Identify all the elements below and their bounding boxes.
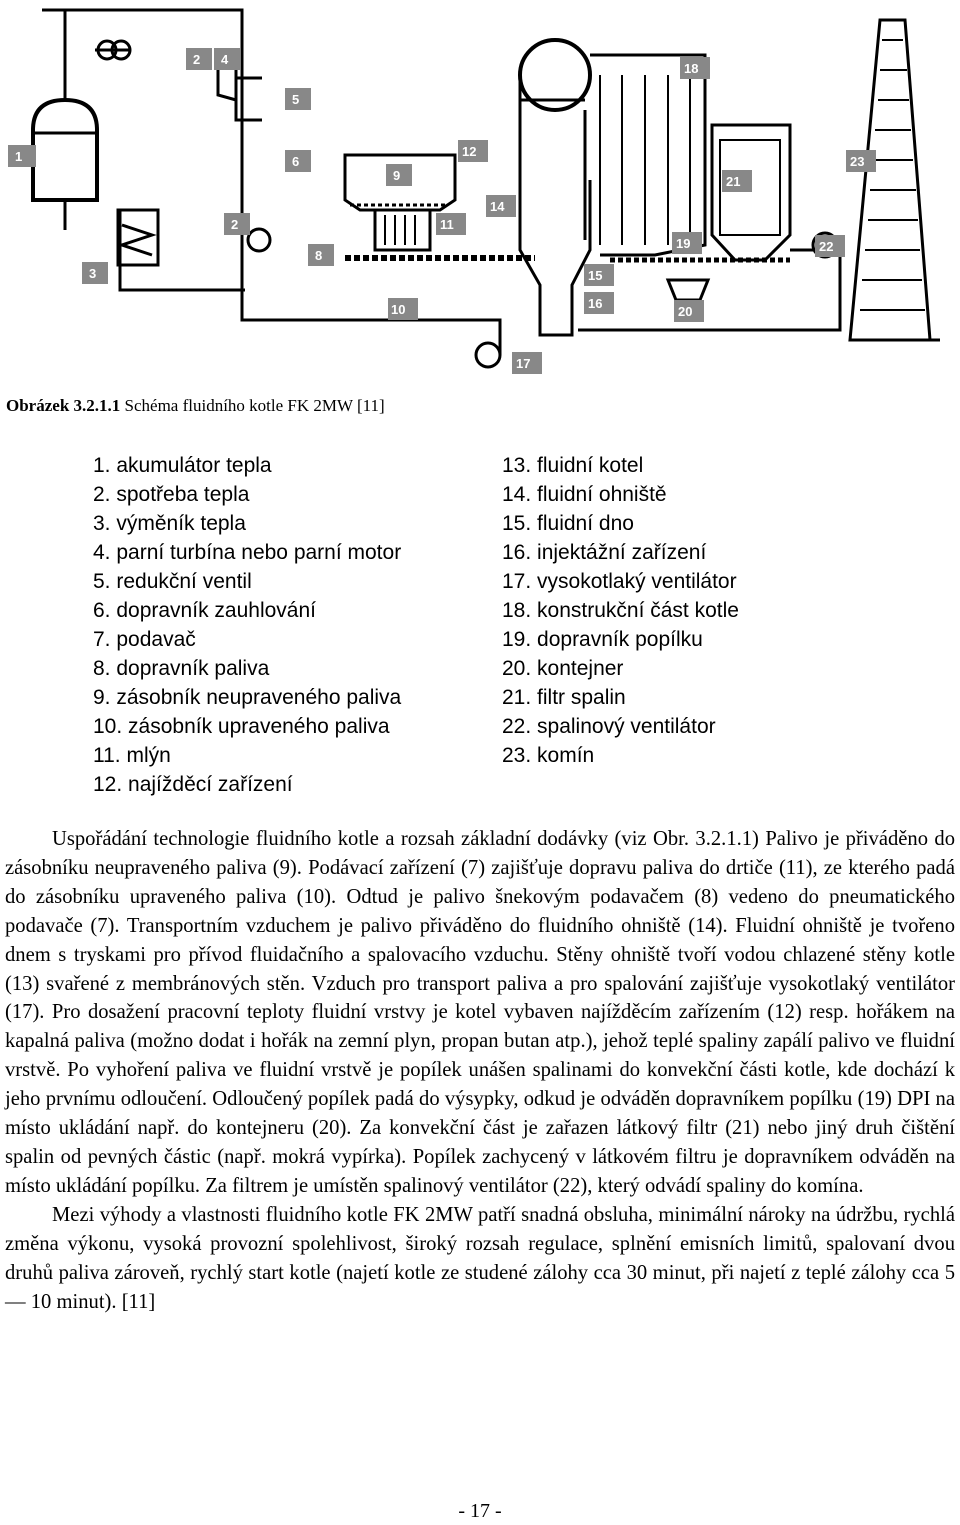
label-5: 5: [292, 92, 300, 107]
caption-prefix: Obrázek 3.2.1.1: [6, 396, 121, 415]
legend-item: 11. mlýn: [93, 744, 171, 767]
label-8: 8: [315, 248, 323, 263]
figure-caption: [6, 396, 385, 416]
boiler-schematic-diagram: [0, 0, 960, 380]
legend-item: 9. zásobník neupraveného paliva: [93, 686, 402, 709]
legend-item: 8. dopravník paliva: [93, 657, 270, 680]
legend-item: 10. zásobník upraveného paliva: [93, 715, 390, 738]
legend-left-column: [93, 451, 401, 799]
label-12: 12: [462, 144, 477, 159]
label-19: 19: [676, 236, 691, 251]
legend-item: 23. komín: [502, 744, 595, 767]
page-number: - 17 -: [458, 1500, 502, 1522]
legend-item: 15. fluidní dno: [502, 512, 634, 535]
paragraph-1: Uspořádání technologie fluidního kotle a rozsah základní dodávky (viz Obr. 3.2.1.1) Palivo je přiváděno do zásobníku neupraveného paliva (9). Podávací zařízení (7) zajišťuje dopravu paliva do drtiče (11), ze kterého padá do zásobníku upraveného paliva (10). Odtud je palivo šnekovým podavačem (8) vedeno do pneumatického podavače (7). Transportním vzduchem je palivo přiváděno do fluidního ohniště (14). Fluidní ohniště je tvořeno dnem s tryskami pro přívod fluidačního a spalovacího vzduchu. Stěny ohniště tvoří vodou chlazené stěny kotle (13) svařené z membránových stěn. Vzduch pro transport paliva a pro spalování zajišťuje vysokotlaký ventilátor (17). Pro dosažení pracovní teploty fluidní vrstvy je kotel vybaven najížděcím zařízením (12) resp. hořákem na kapalná paliva (možno dodat i hořák na zemní plyn, propan butan atp.), jehož teplé spaliny zapálí palivo ve fluidní vrstvě. Po vyhoření paliva ve fluidní vrstvě je popílek unášen spalinami do konvekční části kotle, kde dochází k jeho prvnímu odloučení. Odloučený popílek padá do výsypky, odkud je odváděn dopravníkem popílku (19) DPI na místo ukládání např. do kontejneru (20). Za konvekční část je zařazen látkový filtr (21) nebo jiný druh čištění spalin od pevných částic (např. mokrá vypírka). Popílek zachycený v látkovém filtru je dopravníkem odváděn na místo ukládání popílku. Za filtrem je umístěn spalinový ventilátor (22), který odvádí spaliny do komína.: [5, 828, 955, 1197]
label-9: 9: [393, 168, 401, 183]
legend-item: 20. kontejner: [502, 657, 624, 680]
legend-item: 5. redukční ventil: [93, 570, 252, 593]
label-16: 16: [588, 296, 603, 311]
legend-item: 12. najížděcí zařízení: [93, 773, 293, 796]
label-23: 23: [850, 154, 865, 169]
legend-item: 3. výměník tepla: [93, 512, 246, 535]
legend-item: 18. konstrukční část kotle: [502, 599, 739, 622]
label-21: 21: [726, 174, 741, 189]
legend-item: 13. fluidní kotel: [502, 454, 644, 477]
label-14: 14: [490, 199, 505, 214]
label-17: 17: [516, 356, 531, 371]
label-2: 2: [231, 217, 239, 232]
legend-item: 22. spalinový ventilátor: [502, 715, 716, 738]
label-10: 10: [391, 302, 406, 317]
label-20: 20: [678, 304, 693, 319]
legend-item: 14. fluidní ohniště: [502, 483, 667, 506]
legend-item: 1. akumulátor tepla: [93, 454, 272, 477]
body-text: [5, 825, 955, 1316]
label-2-top: 2: [193, 52, 201, 67]
label-22: 22: [819, 239, 834, 254]
label-11: 11: [440, 217, 454, 232]
legend-right-column: [502, 451, 739, 770]
paragraph-2: Mezi výhody a vlastnosti fluidního kotle FK 2MW patří snadná obsluha, minimální nároky na údržbu, rychlá změna výkonu, vysoká provozní spolehlivost, široký rozsah regulace, splnění emisních limitů, spalovaní dvou druhů paliva zároveň, rychlý start kotle (najetí kotle ze studené zálohy cca 30 minut, při najetí z teplé zálohy cca 5 — 10 minut). [11]: [5, 1203, 955, 1313]
legend-item: 19. dopravník popílku: [502, 628, 703, 651]
label-6: 6: [292, 154, 300, 169]
label-3: 3: [89, 266, 97, 281]
label-1: 1: [15, 149, 23, 164]
caption-text: Schéma fluidního kotle FK 2MW [11]: [120, 396, 385, 415]
label-18: 18: [684, 61, 699, 76]
legend-item: 21. filtr spalin: [502, 686, 626, 709]
legend-item: 2. spotřeba tepla: [93, 483, 250, 506]
label-15: 15: [588, 268, 603, 283]
legend-item: 17. vysokotlaký ventilátor: [502, 570, 737, 593]
label-4: 4: [221, 52, 229, 67]
legend-item: 7. podavač: [93, 628, 196, 651]
legend-item: 6. dopravník zauhlování: [93, 599, 316, 622]
legend-item: 4. parní turbína nebo parní motor: [93, 541, 402, 564]
legend-item: 16. injektážní zařízení: [502, 541, 707, 564]
